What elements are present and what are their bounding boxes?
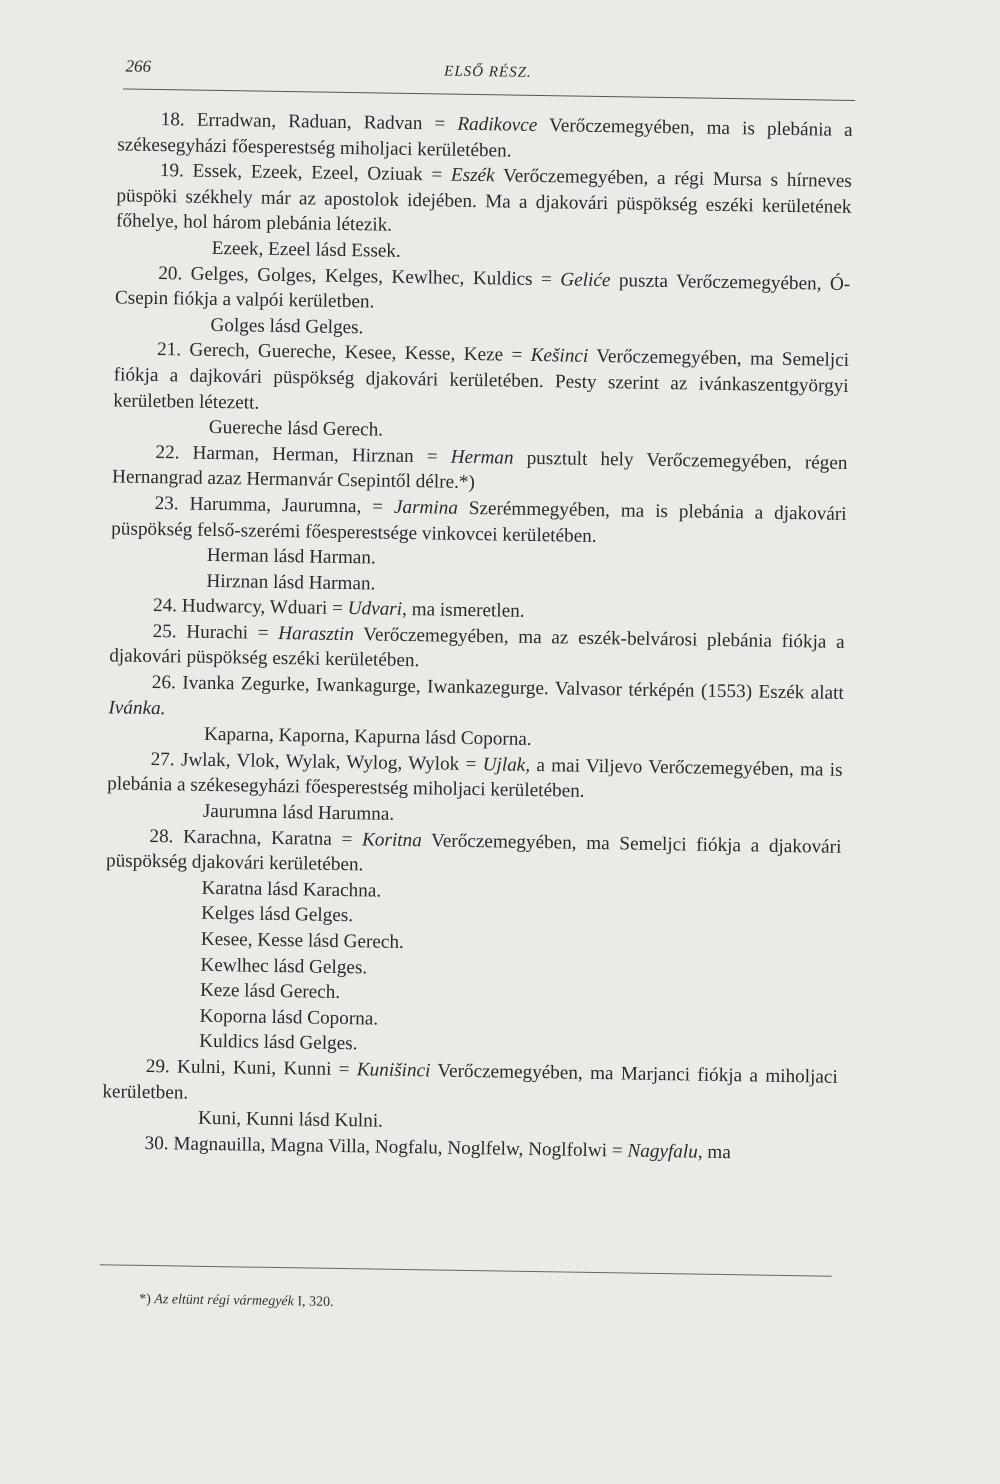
entry-names: 30. Magnauilla, Magna Villa, Nogfalu, Noglfelw, Noglfolwi = bbox=[144, 1133, 627, 1162]
entry-names: 23. Harummа, Jaurumna, = bbox=[155, 493, 395, 518]
cross-reference-line: Kelges lásd Gelges. bbox=[105, 900, 840, 937]
cross-reference-line: Keze lásd Gerech. bbox=[104, 976, 839, 1013]
cross-reference-line: Ezeek, Ezeel lásd Essek. bbox=[115, 234, 850, 271]
entry-description: ma bbox=[702, 1141, 731, 1162]
entry-names: 28. Karachna, Karatna = bbox=[149, 826, 362, 850]
modern-place-name: Kešinci bbox=[531, 345, 589, 367]
cross-reference-line: Koporna lásd Coporna. bbox=[103, 1002, 838, 1039]
modern-place-name: Udvari, bbox=[348, 598, 407, 620]
page-number: 266 bbox=[125, 57, 151, 77]
modern-place-name: Koritna bbox=[362, 829, 422, 851]
cross-reference-line: Kewlhec lásd Gelges. bbox=[104, 951, 839, 988]
modern-place-name: Geliće bbox=[560, 269, 610, 291]
entry-names: 25. Hurachi = bbox=[153, 621, 279, 644]
modern-place-name: Jarmina bbox=[394, 497, 458, 519]
entry-names: 27. Jwlak, Vlok, Wylak, Wylog, Wylok = bbox=[150, 749, 482, 775]
entry-description: a mai Viljevo Verőczemegyében, ma is plebánia a székesegyházi főesperestség miholjaci kerületében. bbox=[107, 755, 843, 802]
footnote-reference: I, 320. bbox=[294, 1294, 334, 1310]
entry-description: puszta Verőczemegyében, Ó-Csepin fiókja a valpói kerületben. bbox=[115, 270, 851, 313]
footnote-rule bbox=[100, 1264, 832, 1276]
cross-reference-line: Kuni, Kunni lásd Kulni. bbox=[102, 1104, 837, 1141]
entry-description: Verőczemegyében, ma az eszék-belvárosi plebánia fiókja a djakovári püspökség eszéki kerületében. bbox=[109, 624, 845, 672]
modern-place-name: Radikovce bbox=[457, 114, 537, 136]
modern-place-name: Eszék bbox=[451, 165, 495, 187]
page-header bbox=[125, 57, 850, 98]
cross-reference-line: Kuldics lásd Gelges. bbox=[103, 1028, 838, 1065]
modern-place-name: Herman bbox=[451, 446, 514, 468]
body-text bbox=[101, 106, 852, 1167]
cross-reference-line: Karatna lásd Karachna. bbox=[105, 874, 840, 911]
entry-names: 19. Essek, Ezeek, Ezeel, Oziuak = bbox=[160, 160, 451, 186]
entry-names: 24. Hudwarcy, Wduari = bbox=[153, 595, 348, 619]
modern-place-name: Ujlak, bbox=[482, 754, 530, 776]
footnote-title: Az eltünt régi vármegyék bbox=[154, 1292, 294, 1309]
cross-reference-line: Herman lásd Harman. bbox=[111, 541, 846, 578]
entry-names: 26. Ivanka Zegurke, Iwankagurge, Iwankazegurge. Valvasor térképén (1553) Eszék alatt bbox=[152, 672, 844, 704]
cross-reference-line: Kesee, Kesse lásd Gerech. bbox=[105, 925, 840, 962]
cross-reference-line: Jaurumna lásd Harumna. bbox=[107, 797, 842, 834]
cross-reference-line: Hirznan lásd Harman. bbox=[110, 567, 845, 604]
modern-place-name: Nagyfalu, bbox=[627, 1140, 702, 1162]
entry-names: 22. Harman, Herman, Hirznan = bbox=[155, 442, 451, 468]
entry-description: Verőczemegyében, ma Marjanci fiókja a miholjaci kerületben. bbox=[102, 1060, 838, 1103]
entry-names: 21. Gerech, Guereche, Kesee, Kesse, Keze = bbox=[157, 339, 531, 366]
place-entry bbox=[116, 158, 852, 246]
modern-place-name: Kunišinci bbox=[357, 1059, 431, 1081]
entry-names: 18. Erradwan, Raduan, Radvan = bbox=[161, 109, 458, 135]
entry-description: Verőczemegyében, ma Semeljci fiókja a djakovári püspökség djakovári kerületében. bbox=[106, 830, 842, 876]
footnote bbox=[139, 1292, 334, 1311]
entry-description: Szerémmegyében, ma is plebánia a djakovári püspökség felső-szerémi főesperestsége vinkovcei kerületében. bbox=[111, 498, 847, 547]
cross-reference-line: Golges lásd Gelges. bbox=[114, 311, 849, 348]
entry-description: Verőczemegyében, a régi Mursa s hírneves püspöki székhely már az apostolok idejében. Ma a djakovári püspökség eszéki kerületének főhelye, hol három plebánia létezik. bbox=[116, 166, 852, 237]
footnote-marker: *) bbox=[139, 1292, 154, 1307]
cross-reference-line: Guereche lásd Gerech. bbox=[113, 413, 848, 450]
entry-description: Verőczemegyében, ma is plebánia a székesegyházi főesperestség miholjaci kerületében. bbox=[117, 115, 853, 161]
entry-names: 20. Gelges, Golges, Kelges, Kewlhec, Kuldics = bbox=[158, 263, 560, 290]
entry-description: Verőczemegyében, ma Semeljci fiókja a dajkovári püspökség djakovári kerületében. Pesty szerint az ivánkaszentgyörgyi kerületben létezett. bbox=[113, 346, 849, 413]
entry-names: 29. Kulni, Kuni, Kunni = bbox=[146, 1056, 357, 1080]
running-head: ELSŐ RÉSZ. bbox=[125, 59, 850, 87]
place-entry bbox=[113, 337, 849, 425]
entry-description: pusztult hely Verőczemegyében, régen Hernangrad azaz Hermanvár Csepintől délre.*) bbox=[112, 447, 848, 493]
entry-description: ma ismeretlen. bbox=[407, 599, 525, 622]
modern-place-name: Harasztin bbox=[278, 623, 354, 645]
cross-reference-line: Kaparna, Kaporna, Kapurna lásd Coporna. bbox=[108, 721, 843, 758]
modern-place-name: Ivánka. bbox=[108, 697, 165, 719]
